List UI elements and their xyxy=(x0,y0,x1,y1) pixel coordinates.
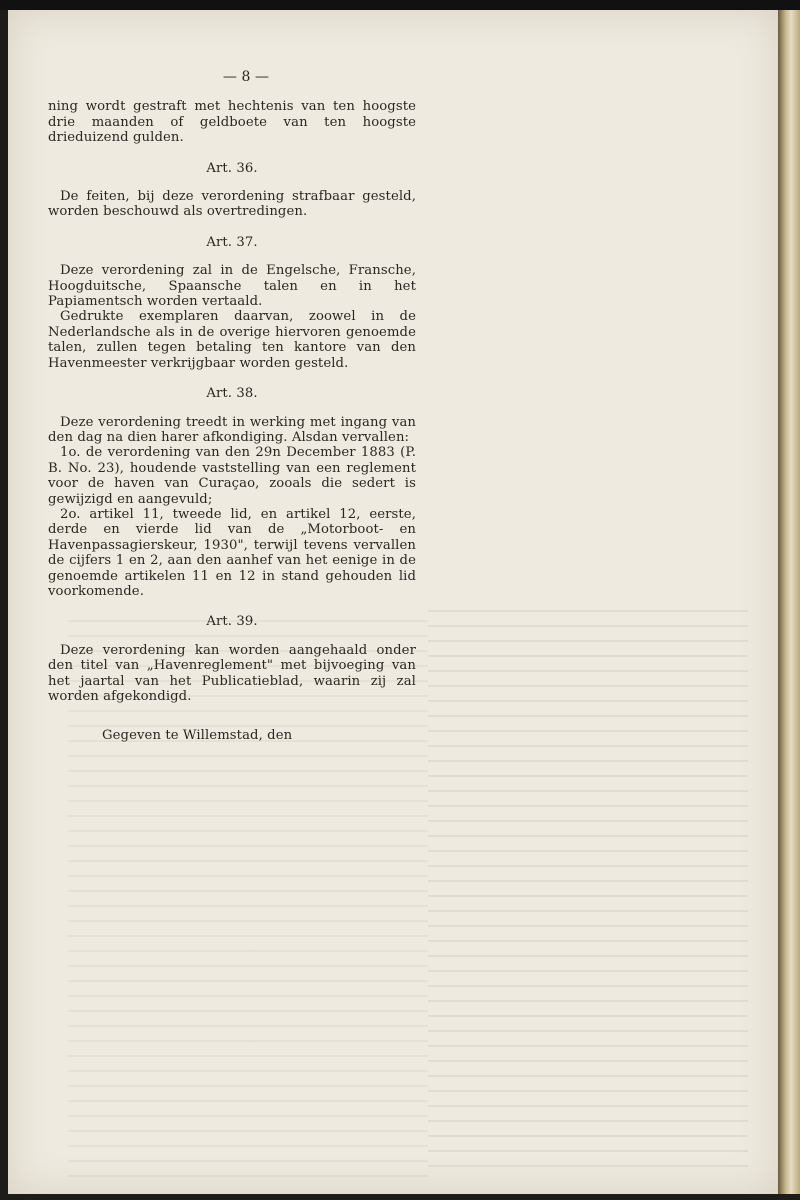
article-36-text: De feiten, bij deze verordening strafbaar gesteld, worden beschouwd als overtredingen. xyxy=(48,189,416,220)
signature-line: Gegeven te Willemstad, den xyxy=(102,728,293,744)
article-heading-36: Art. 36. xyxy=(206,160,258,176)
article-39-text: Deze verordening kan worden aangehaald onder den titel van „Havenreglement" met bijvoeging van het jaartal van het Publicatieblad, waarin zij zal worden afgekondigd. xyxy=(48,642,416,704)
reverse-side-bleed-through xyxy=(428,610,748,1170)
paragraph-continuation: ning wordt gestraft met hechtenis van ten hoogste drie maanden of geldboete van ten hoogste drieduizend gulden. xyxy=(48,99,416,146)
page-number: — 8 — xyxy=(222,69,270,85)
article-37-text-1: Deze verordening zal in de Engelsche, Fransche, Hoogduitsche, Spaansche talen en in het Papiamentsch worden vertaald. xyxy=(48,263,416,310)
article-heading-39: Art. 39. xyxy=(206,614,258,630)
article-heading-37: Art. 37. xyxy=(206,234,258,250)
article-38-text-1: Deze verordening treedt in werking met ingang van den dag na dien harer afkondiging. Alsdan vervallen: xyxy=(48,414,416,445)
page-edge xyxy=(778,10,800,1194)
article-37-text-2: Gedrukte exemplaren daarvan, zoowel in de Nederlandsche als in de overige hiervoren genoemde talen, zullen tegen betaling ten kantore van den Havenmeester verkrijgbaar worden gesteld. xyxy=(48,309,416,371)
article-heading-38: Art. 38. xyxy=(206,386,258,402)
article-38-item-1: 1o. de verordening van den 29n December 1883 (P. B. No. 23), houdende vaststelling van een reglement voor de haven van Curaçao, zooals die sedert is gewijzigd en aangevuld; xyxy=(48,445,416,507)
page-text xyxy=(48,70,416,744)
article-38-item-2: 2o. artikel 11, tweede lid, en artikel 12, eerste, derde en vierde lid van de „Motorboot- en Havenpassagierskeur, 1930", terwijl tevens vervallen de cijfers 1 en 2, aan den aanhef van het eenige in de genoemde artikelen 11 en 12 in stand gehouden lid voorkomende. xyxy=(48,506,416,599)
scan-top-border xyxy=(0,0,800,10)
